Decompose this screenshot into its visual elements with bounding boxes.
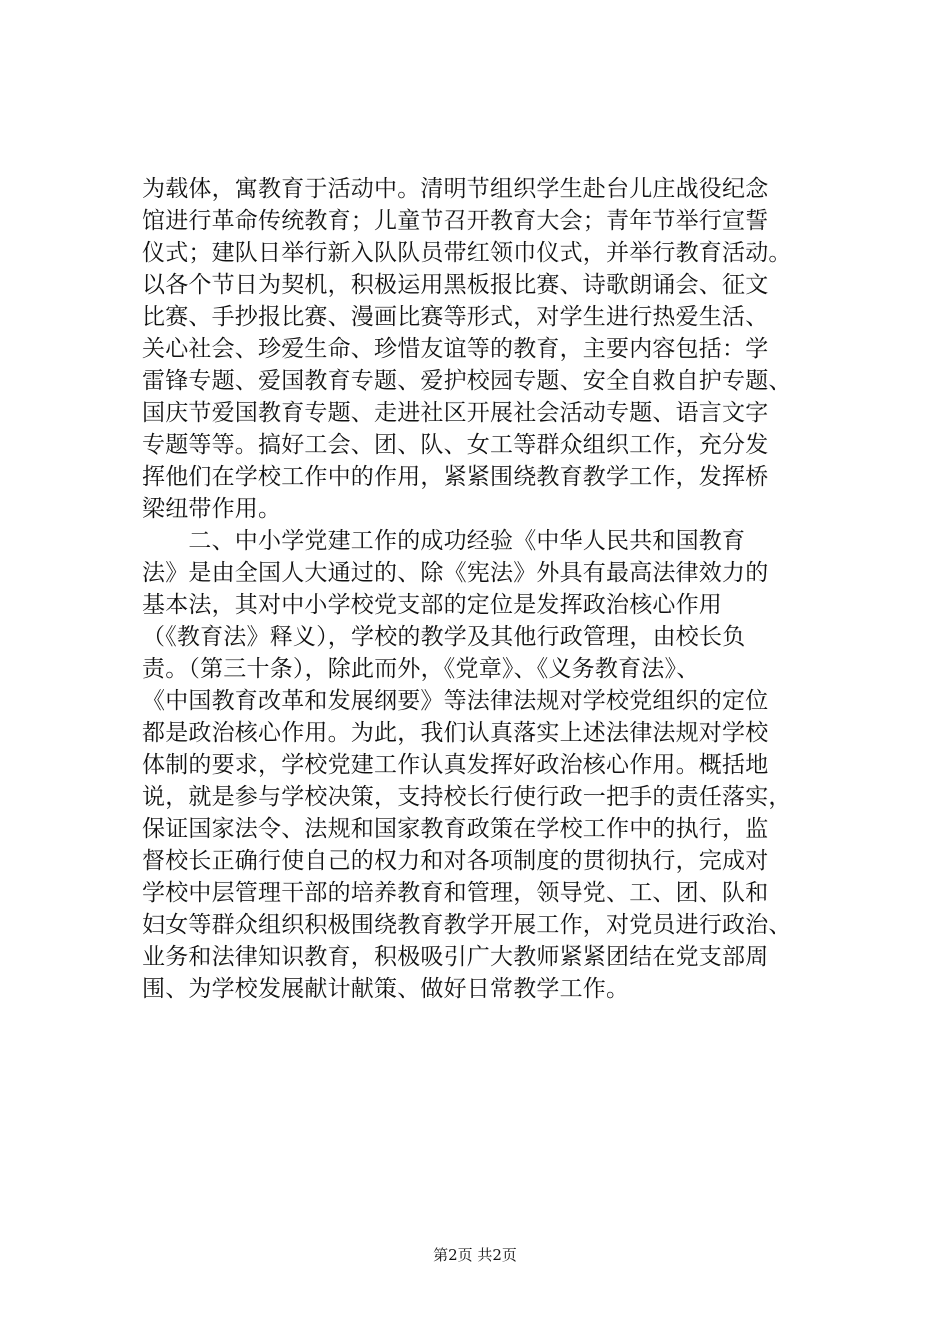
text-line: 法》是由全国人大通过的、除《宪法》外具有最高法律效力的: [142, 560, 769, 586]
text-line: 关心社会、珍爱生命、珍惜友谊等的教育，主要内容包括：学: [142, 336, 769, 362]
text-line: 挥他们在学校工作中的作用，紧紧围绕教育教学工作，发挥桥: [142, 464, 769, 490]
text-line: 督校长正确行使自己的权力和对各项制度的贯彻执行，完成对: [142, 848, 769, 874]
text-line: 《中国教育改革和发展纲要》等法律法规对学校党组织的定位: [142, 688, 769, 714]
text-line: 比赛、手抄报比赛、漫画比赛等形式，对学生进行热爱生活、: [142, 304, 769, 330]
text-line: 保证国家法令、法规和国家教育政策在学校工作中的执行，监: [142, 816, 769, 842]
text-line: 责。（第三十条），除此而外，《党章》、《义务教育法》、: [142, 656, 700, 682]
text-line: 说，就是参与学校决策，支持校长行使行政一把手的责任落实，: [142, 784, 792, 810]
page-number: 第2页 共2页: [433, 1246, 517, 1264]
text-line: 专题等等。搞好工会、团、队、女工等群众组织工作，充分发: [142, 432, 769, 458]
body-text: [142, 173, 822, 1005]
text-line: 围、为学校发展献计献策、做好日常教学工作。: [142, 976, 630, 1002]
text-line: 妇女等群众组织积极围绕教育教学开展工作，对党员进行政治、: [142, 912, 792, 938]
text-line: （《教育法》释义），学校的教学及其他行政管理，由校长负: [142, 624, 746, 650]
text-line: 业务和法律知识教育，积极吸引广大教师紧紧团结在党支部周: [142, 944, 769, 970]
text-line: 基本法，其对中小学校党支部的定位是发挥政治核心作用: [142, 592, 722, 618]
text-line: 馆进行革命传统教育；儿童节召开教育大会；青年节举行宣誓: [142, 208, 769, 234]
text-line: 二、中小学党建工作的成功经验《中华人民共和国教育: [142, 528, 746, 554]
text-line: 体制的要求，学校党建工作认真发挥好政治核心作用。概括地: [142, 752, 769, 778]
text-line: 都是政治核心作用。为此，我们认真落实上述法律法规对学校: [142, 720, 769, 746]
text-line: 国庆节爱国教育专题、走进社区开展社会活动专题、语言文字: [142, 400, 769, 426]
text-line: 仪式；建队日举行新入队队员带红领巾仪式，并举行教育活动。: [142, 240, 792, 266]
text-line: 为载体，寓教育于活动中。清明节组织学生赴台儿庄战役纪念: [142, 176, 769, 202]
page-footer: [0, 1245, 950, 1265]
text-line: 以各个节日为契机，积极运用黑板报比赛、诗歌朗诵会、征文: [142, 272, 769, 298]
text-line: 学校中层管理干部的培养教育和管理，领导党、工、团、队和: [142, 880, 769, 906]
text-line: 梁纽带作用。: [142, 496, 282, 522]
text-line: 雷锋专题、爱国教育专题、爱护校园专题、安全自救自护专题、: [142, 368, 792, 394]
